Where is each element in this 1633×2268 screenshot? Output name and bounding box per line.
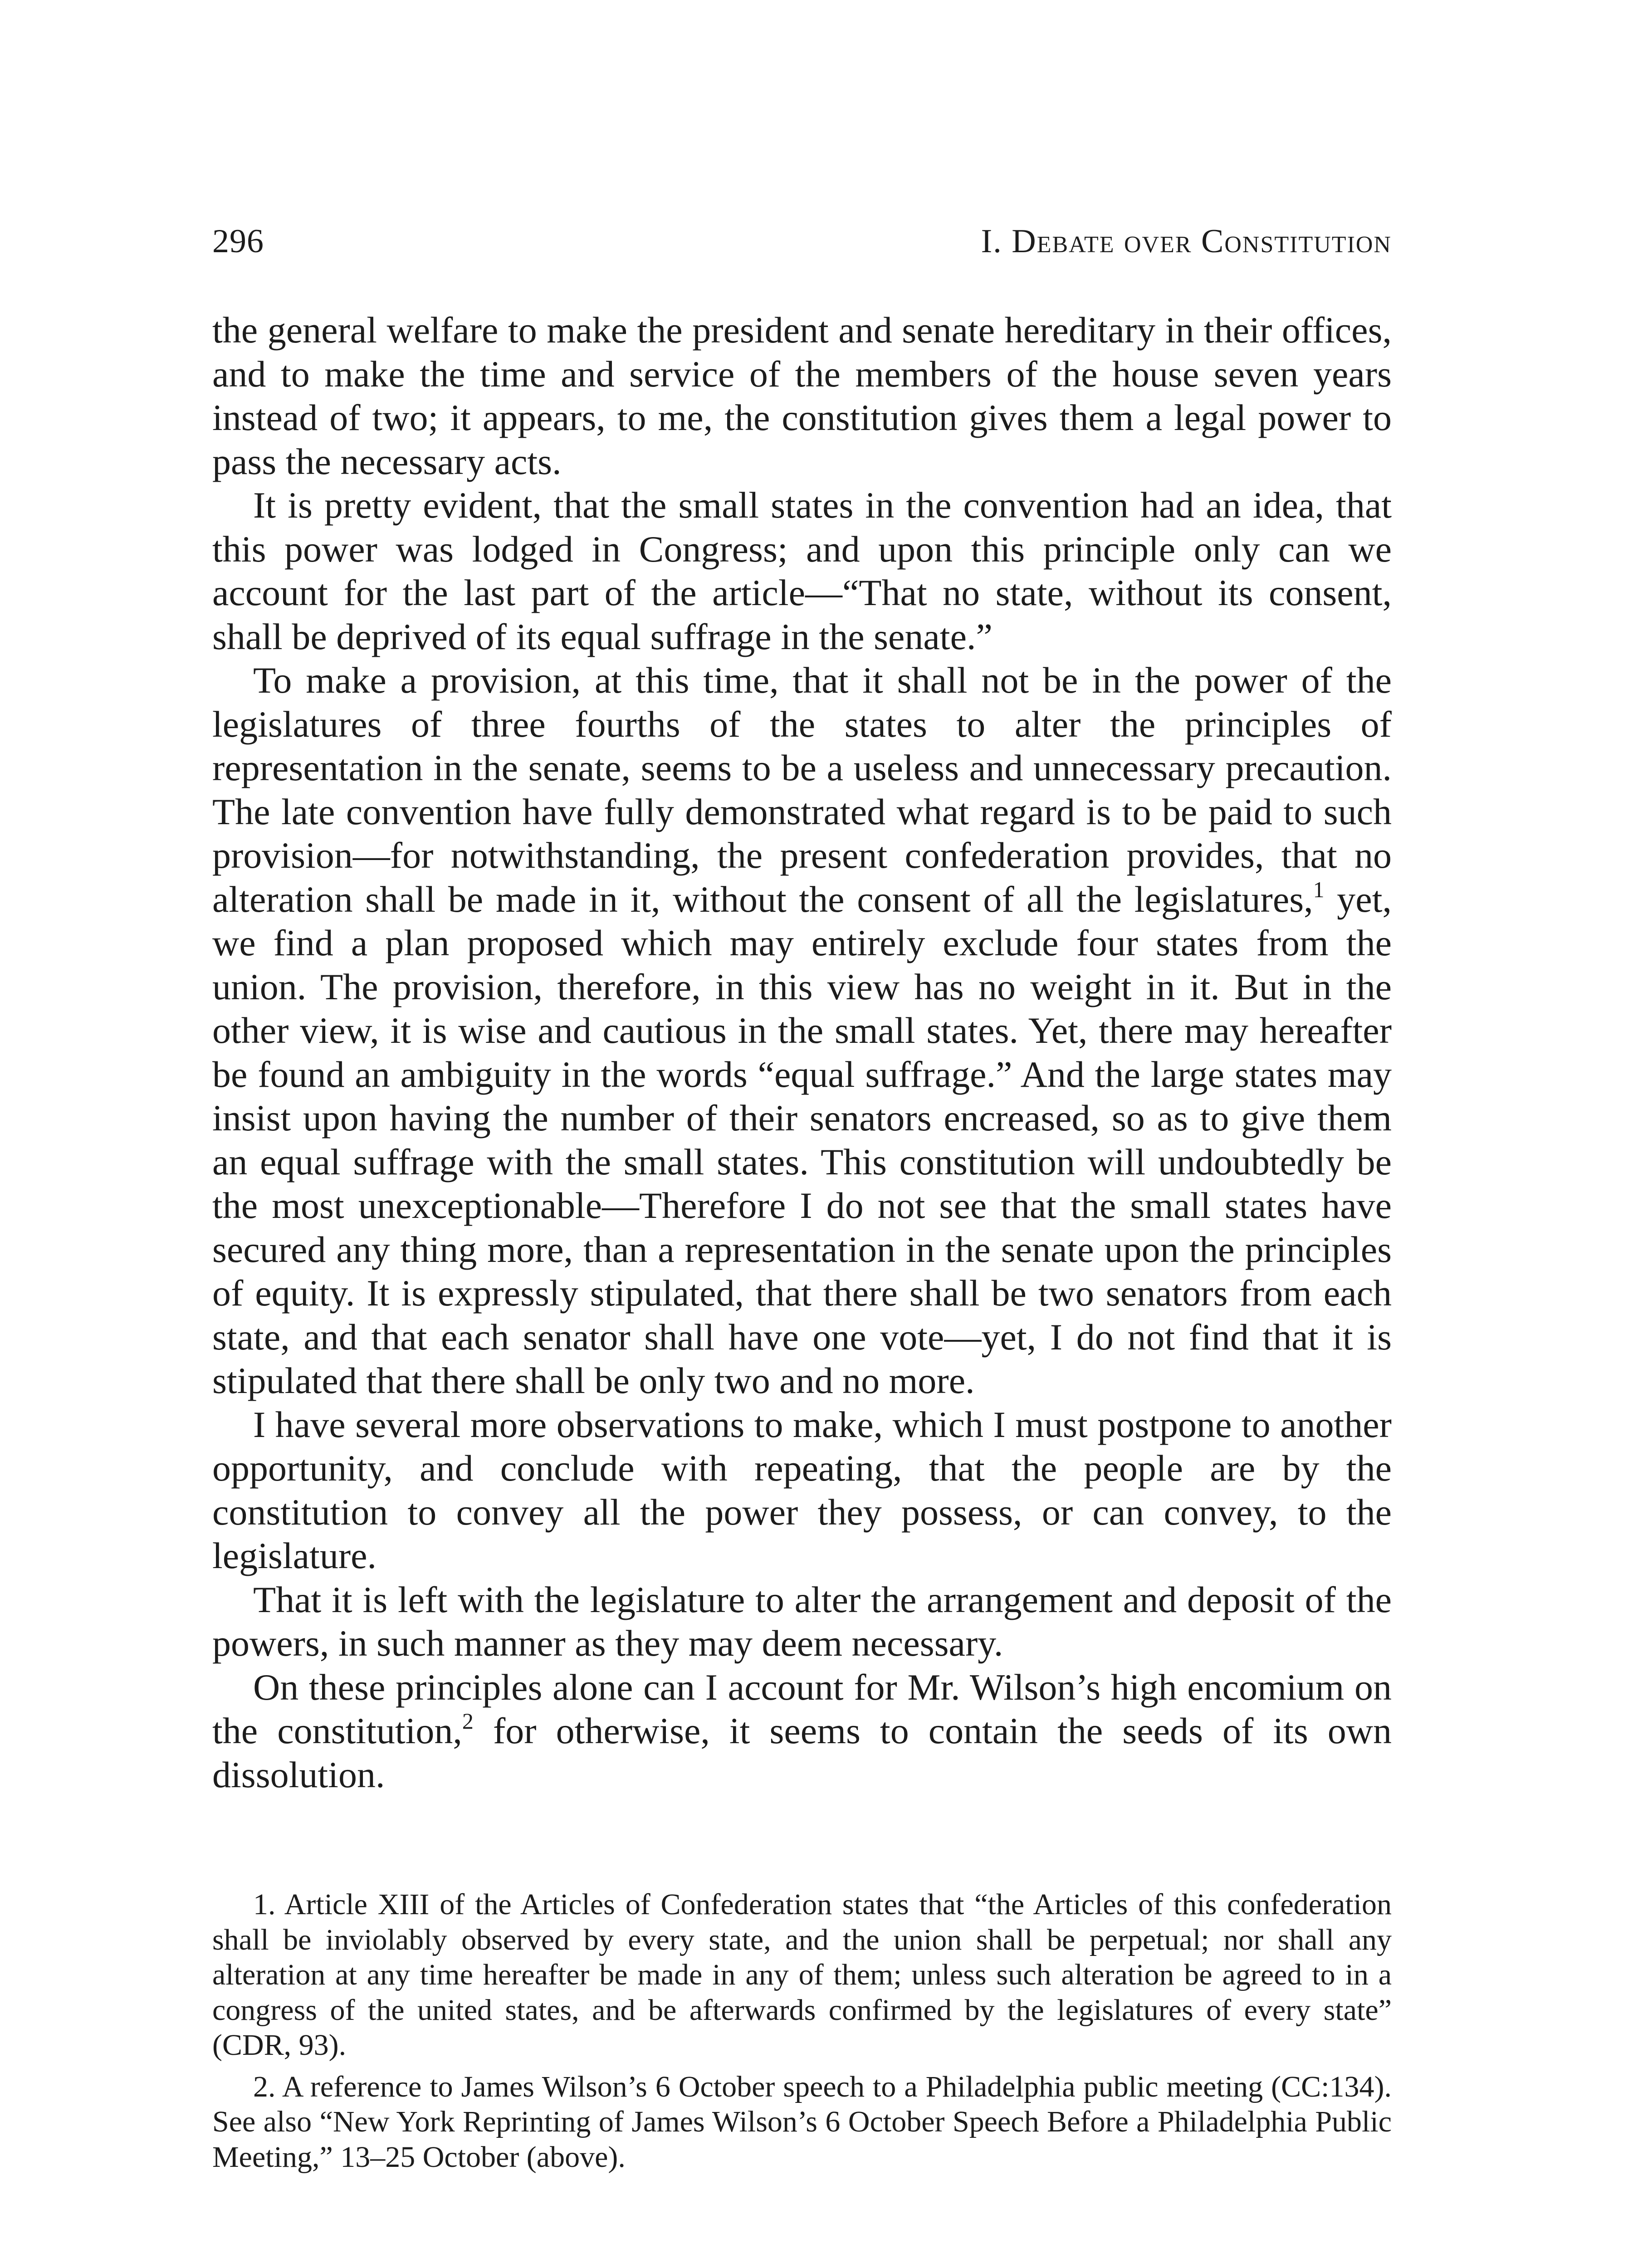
footnotes: [212, 1887, 1392, 2181]
body-paragraph: [212, 308, 1392, 484]
body-paragraph: [212, 1403, 1392, 1578]
body-text: [212, 308, 1392, 1797]
running-head: [212, 219, 1392, 264]
footnote-reference: 2: [462, 1708, 474, 1734]
body-paragraph: [212, 659, 1392, 1403]
page-number: 296: [212, 223, 264, 260]
paragraph-text: On these principles alone can I account for Mr. Wilson’s high encomium on the constitution,: [212, 1666, 1392, 1751]
paragraph-text: the general welfare to make the president and senate hereditary in their offices, and to make the time and service of the members of the house seven years instead of two; it appears, to me, the constitution gives them a legal power to pass the necessary acts.: [212, 309, 1392, 482]
body-paragraph: [212, 1666, 1392, 1797]
footnote: 2. A reference to James Wilson’s 6 October speech to a Philadelphia public meeting (CC:134). See also “New York Reprinting of James Wilson’s 6 October Speech Before a Philadelphia Public Meeting,” 13–25 October (above).: [212, 2070, 1392, 2174]
paragraph-text: I have several more observations to make, which I must postpone to another opportunity, and conclude with repeating, that the people are by the constitution to convey all the power they possess, or can convey, to the legislature.: [212, 1403, 1392, 1576]
paragraph-text: for otherwise, it seems to contain the seeds of its own dissolution.: [212, 1710, 1392, 1795]
footnote: 1. Article XIII of the Articles of Confederation states that “the Articles of this confederation shall be inviolably observed by every state, and the union shall be perpetual; nor shall any alteration at any time hereafter be made in any of them; unless such alteration be agreed to in a congress of the united states, and be afterwards confirmed by the legislatures of every state” (CDR, 93).: [212, 1888, 1392, 2062]
paragraph-text: It is pretty evident, that the small states in the convention had an idea, that this power was lodged in Congress; and upon this principle only can we account for the last part of the article—“That no state, without its consent, shall be deprived of its equal suffrage in the senate.”: [212, 484, 1392, 657]
paragraph-text: To make a provision, at this time, that it shall not be in the power of the legislatures of three fourths of the states to alter the principles of representation in the senate, seems to be a useless and unnecessary precaution. The late convention have fully demonstrated what regard is to be paid to such provision—for notwithstanding, the present confederation provides, that no alteration shall be made in it, without the consent of all the legislatures,: [212, 660, 1392, 920]
body-paragraph: [212, 484, 1392, 659]
footnote-reference: 1: [1313, 876, 1325, 902]
paragraph-text: That it is left with the legislature to alter the arrangement and deposit of the powers, in such manner as they may deem necessary.: [212, 1579, 1392, 1664]
body-paragraph: [212, 1578, 1392, 1666]
running-title: I. Debate over Constitution: [981, 223, 1392, 260]
paragraph-text: yet, we find a plan proposed which may entirely exclude four states from the union. The provision, therefore, in this view has no weight in it. But in the other view, it is wise and cautious in the small states. Yet, there may hereafter be found an ambiguity in the words “equal suffrage.” And the large states may insist upon having the number of their senators encreased, so as to give them an equal suffrage with the small states. This constitution will undoubtedly be the most unexceptionable—Therefore I do not see that the small states have secured any thing more, than a representation in the senate upon the principles of equity. It is expressly stipulated, that there shall be two senators from each state, and that each senator shall have one vote—yet, I do not find that it is stipulated that there shall be only two and no more.: [212, 878, 1392, 1401]
